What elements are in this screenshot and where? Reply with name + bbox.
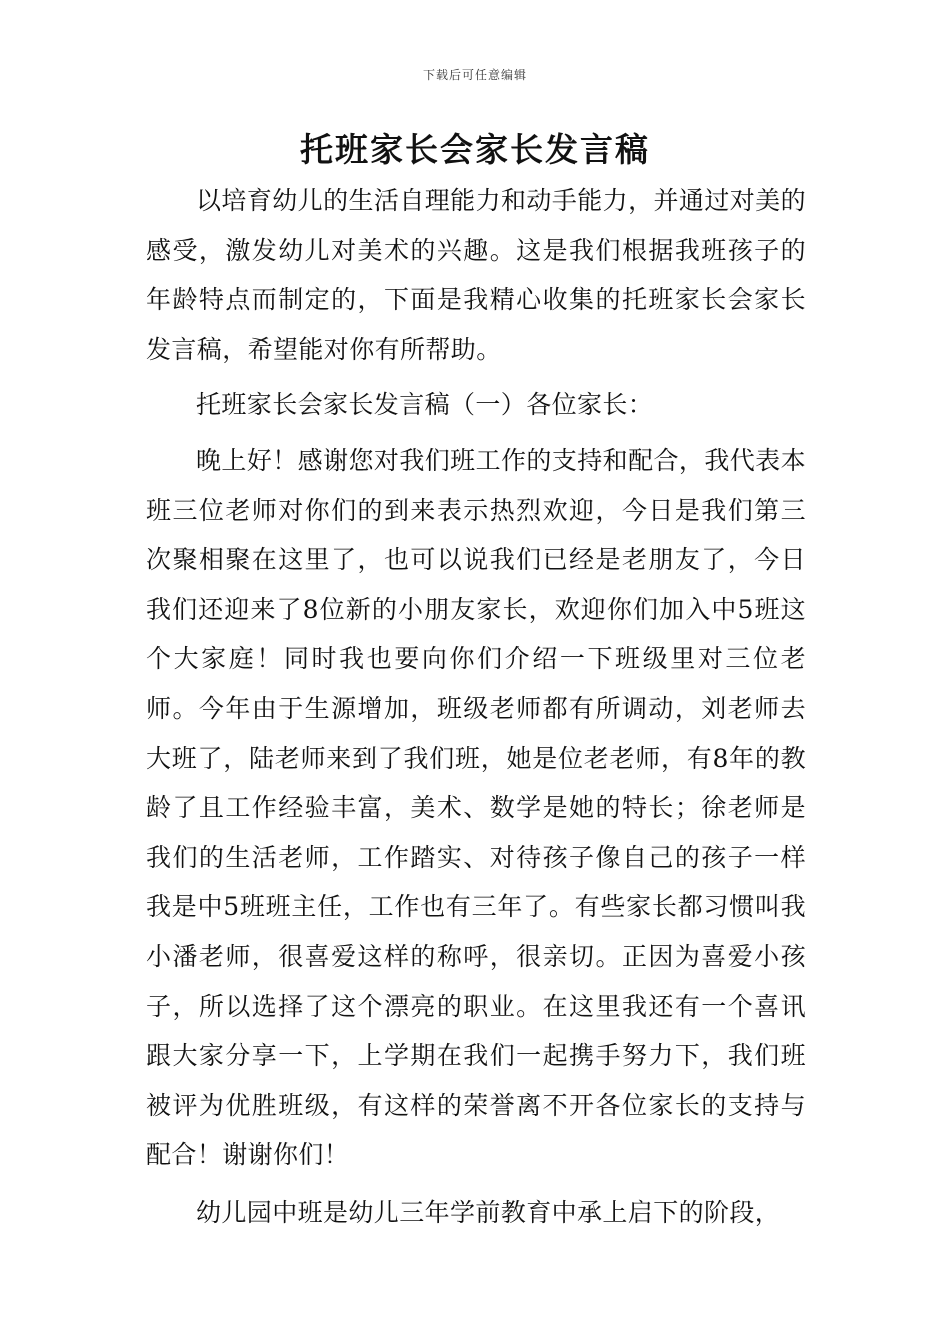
document-body: [146, 176, 806, 1237]
paragraph-speech: 晚上好！感谢您对我们班工作的支持和配合，我代表本班三位老师对你们的到来表示热烈欢迎，今日是我们第三次聚相聚在这里了，也可以说我们已经是老朋友了，今日我们还迎来了8位新的小朋友家长，欢迎你们加入中5班这个大家庭！同时我也要向你们介绍一下班级里对三位老师。今年由于生源增加，班级老师都有所调动，刘老师去大班了，陆老师来到了我们班，她是位老老师，有8年的教龄了且工作经验丰富，美术、数学是她的特长；徐老师是我们的生活老师，工作踏实、对待孩子像自己的孩子一样我是中5班班主任，工作也有三年了。有些家长都习惯叫我小潘老师，很喜爱这样的称呼，很亲切。正因为喜爱小孩子，所以选择了这个漂亮的职业。在这里我还有一个喜讯跟大家分享一下，上学期在我们一起携手努力下，我们班被评为优胜班级，有这样的荣誉离不开各位家长的支持与配合！谢谢你们！: [146, 445, 806, 1170]
document-title: 托班家长会家长发言稿: [300, 130, 650, 169]
paragraph-continuation: 幼儿园中班是幼儿三年学前教育中承上启下的阶段，: [196, 1197, 781, 1227]
paragraph-intro: 以培育幼儿的生活自理能力和动手能力，并通过对美的感受，激发幼儿对美术的兴趣。这是我们根据我班孩子的年龄特点而制定的，下面是我精心收集的托班家长会家长发言稿，希望能对你有所帮助。: [146, 186, 806, 364]
paragraph-section-heading: 托班家长会家长发言稿（一）各位家长：: [196, 390, 654, 420]
header-note: 下载后可任意编辑: [422, 68, 527, 82]
